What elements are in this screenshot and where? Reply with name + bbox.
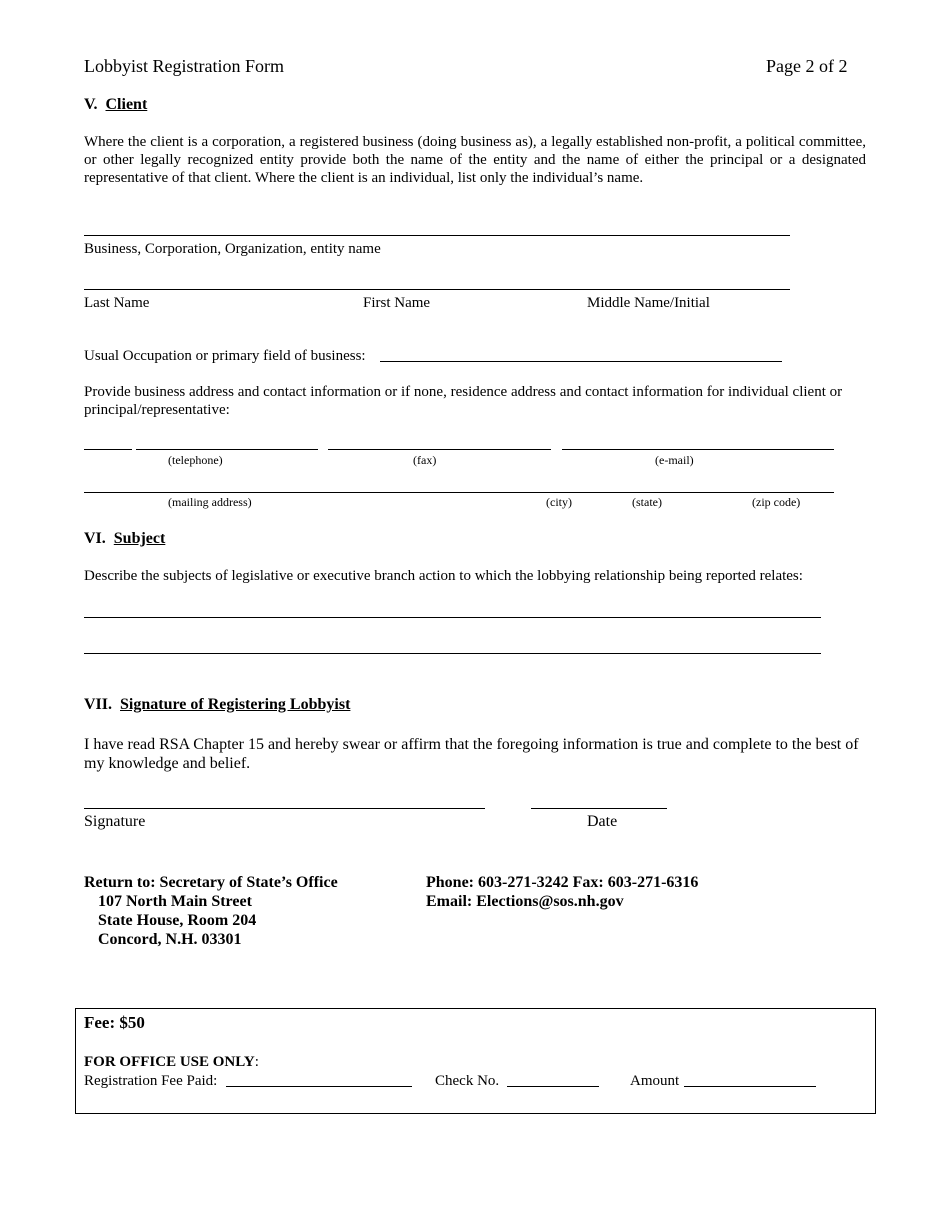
page-number: Page 2 of 2 [766,56,848,76]
street-address: 107 North Main Street [98,893,252,910]
section-subject-heading [84,530,165,548]
entity-name-label: Business, Corporation, Organization, entity name [84,241,381,257]
section-title: Signature of Registering Lobbyist [120,696,351,713]
check-number-label: Check No. [435,1073,500,1089]
last-name-label: Last Name [84,295,150,311]
amount-label: Amount [630,1073,680,1089]
office-use-colon: : [254,1054,259,1070]
zip-code-label: (zip code) [752,495,801,509]
email-label: (e-mail) [655,453,694,467]
section-number: VII. [84,696,113,713]
office-use-heading [84,1053,259,1071]
mailing-address-field[interactable] [84,492,834,493]
affirmation-text: I have read RSA Chapter 15 and hereby swear or affirm that the foregoing information is true and complete to the best of my knowledge and belief. [84,736,859,772]
telephone-label: (telephone) [168,453,223,467]
occupation-field[interactable] [380,361,782,362]
signature-label: Signature [84,813,146,830]
telephone-field[interactable] [136,449,318,450]
form-title: Lobbyist Registration Form [84,56,284,76]
email-text: Email: Elections@sos.nh.gov [426,893,624,910]
subject-instructions: Describe the subjects of legislative or executive branch action to which the lobbying relationship being reported relates: [84,568,803,584]
fax-label: (fax) [413,453,437,467]
telephone-area-code-field[interactable] [84,449,132,450]
subject-line-2-field[interactable] [84,653,821,654]
client-name-field[interactable] [84,289,790,290]
section-number: VI. [84,530,106,547]
contact-info [426,873,698,911]
entity-name-field[interactable] [84,235,790,236]
office-use-label: FOR OFFICE USE ONLY [84,1054,255,1070]
fax-field[interactable] [328,449,551,450]
occupation-label: Usual Occupation or primary field of business: [84,348,366,364]
return-to-line: Return to: Secretary of State’s Office [84,874,338,891]
section-title: Client [105,96,148,113]
email-field[interactable] [562,449,834,450]
subject-line-1-field[interactable] [84,617,821,618]
section-signature-heading [84,696,350,714]
mailing-address-label: (mailing address) [168,495,252,509]
client-instructions: Where the client is a corporation, a registered business (doing business as), a legally established non-profit, a political committee, or other legally recognized entity provide both the name of the entity and the name of either the principal or a designated representative of that client. Where the client is an individual, list only the individual’s name. [84,134,866,186]
state-label: (state) [632,495,662,509]
first-name-label: First Name [363,295,431,311]
fee-text: Fee: $50 [84,1013,145,1032]
address-instructions: Provide business address and contact information or if none, residence address and contact information for individual client or principal/representative: [84,384,843,418]
section-number: V. [84,96,98,113]
fee-paid-field[interactable] [226,1086,412,1087]
city-label: (city) [546,495,572,509]
signature-field[interactable] [84,808,485,809]
check-number-field[interactable] [507,1086,599,1087]
date-field[interactable] [531,808,667,809]
city-address: Concord, N.H. 03301 [98,931,242,948]
section-title: Subject [113,530,166,547]
section-client-heading [84,96,147,114]
amount-field[interactable] [684,1086,816,1087]
phone-fax-text: Phone: 603-271-3242 Fax: 603-271-6316 [426,874,699,891]
date-label: Date [587,813,618,830]
building-address: State House, Room 204 [98,912,257,929]
middle-name-label: Middle Name/Initial [587,295,710,311]
fee-paid-label: Registration Fee Paid: [84,1073,218,1089]
return-address [84,873,338,949]
